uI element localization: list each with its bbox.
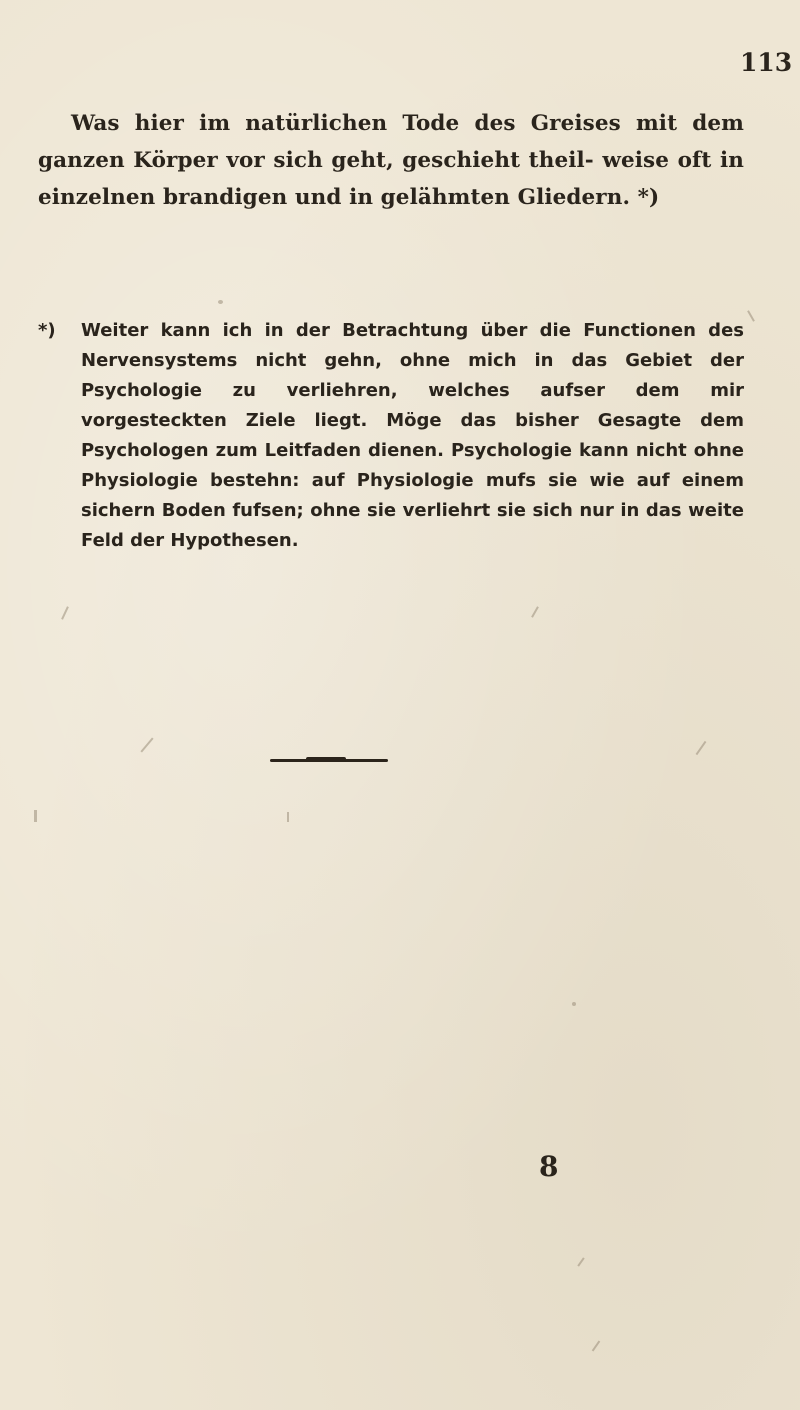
paper-speck: [592, 1341, 601, 1352]
paper-speck: [218, 300, 223, 304]
paper-speck: [34, 810, 37, 822]
paper-speck: [696, 741, 707, 755]
page-number: 113: [740, 48, 793, 77]
section-divider-ornament: [306, 757, 346, 762]
paper-speck: [61, 606, 69, 620]
paper-speck: [287, 812, 289, 822]
signature-mark: 8: [539, 1150, 559, 1183]
footnote-mark: *): [38, 320, 56, 341]
paper-speck: [577, 1257, 584, 1266]
paper-speck: [531, 606, 539, 617]
footnote-text: Weiter kann ich in der Betrachtung über die Functionen des Nervensystems nicht gehn, ohne mich in das Gebiet der Psychologie zu verliehren, welches aufser dem mir vorgesteckten Ziele liegt. Möge das bisher Gesagte dem Psychologen zum Leitfaden dienen. Psychologie kann nicht ohne Physiologie bestehn: auf Physiologie mufs sie wie auf einem sichern Boden fufsen; ohne sie verliehrt sie sich nur in das weite Feld der Hypothesen.: [81, 320, 744, 551]
main-line-4: Gliedern. *): [517, 185, 660, 210]
paper-speck: [572, 1002, 576, 1006]
paper-speck: [140, 737, 153, 752]
main-paragraph: [38, 105, 744, 216]
paper-speck: [747, 310, 755, 321]
main-line-3: weise oft in einzelnen brandigen und in gelähmten: [38, 148, 744, 210]
footnote: [38, 316, 744, 556]
main-line-1: Was hier im natürlichen Tode des Greises mit: [71, 111, 678, 136]
main-line-2: dem ganzen Körper vor sich geht, geschieht theil-: [38, 111, 744, 173]
